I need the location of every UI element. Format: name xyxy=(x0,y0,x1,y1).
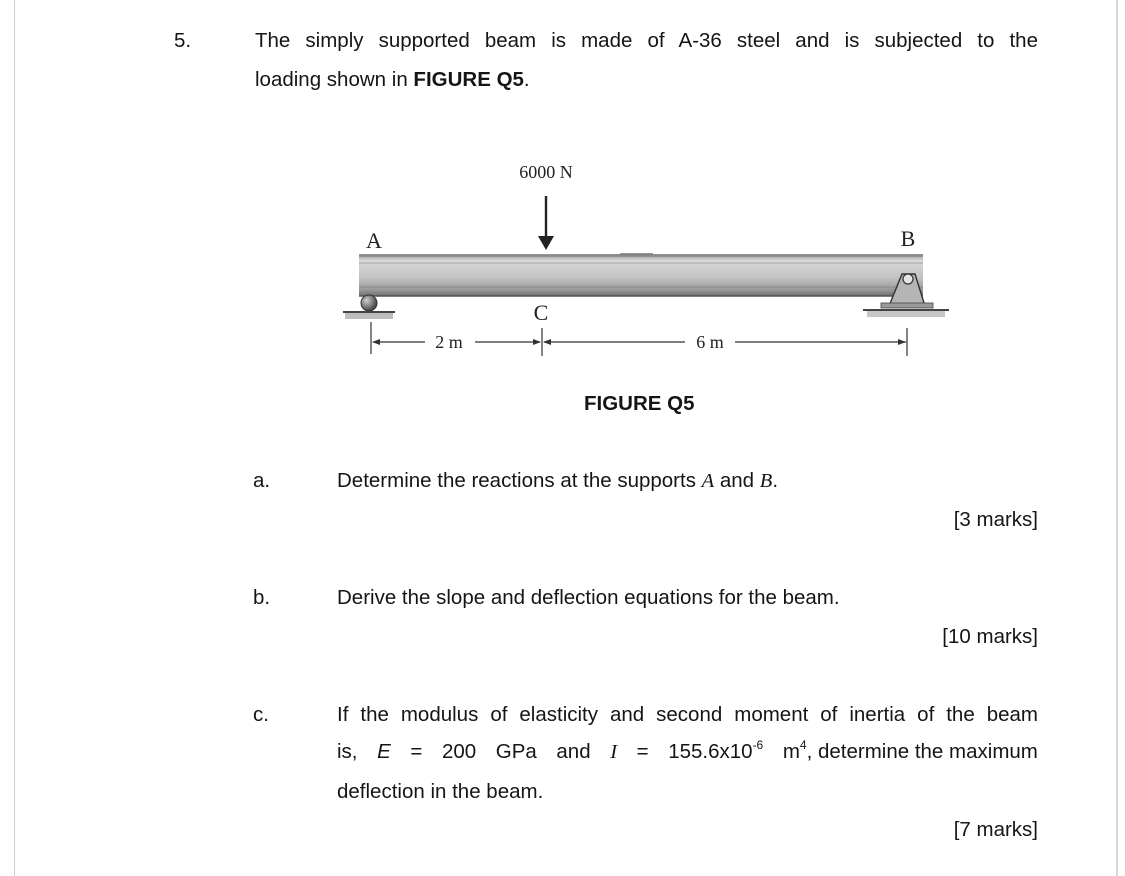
part-a-var-b: B xyxy=(759,470,773,492)
beam xyxy=(359,254,923,296)
part-a-pre: Determine the reactions at the supports xyxy=(337,469,702,492)
part-b-text: Derive the slope and deflection equations for the beam. xyxy=(337,586,840,609)
part-a-label: a. xyxy=(253,469,271,492)
part-a-marks: [3 marks] xyxy=(953,508,1038,531)
part-c-and: and xyxy=(556,740,591,763)
part-c-e-value: 200 xyxy=(441,740,477,763)
part-b-label: b. xyxy=(253,586,271,609)
dimension-ac-label: 2 m xyxy=(435,332,463,352)
part-c-var-e: E xyxy=(377,740,391,763)
part-c-i-value xyxy=(668,738,764,763)
intro-line2-period: . xyxy=(523,68,530,91)
roller-support-a-icon xyxy=(343,295,395,319)
load-label: 6000 N xyxy=(519,162,573,182)
part-c-eq2: = xyxy=(636,740,649,763)
question-number: 5. xyxy=(174,29,192,52)
dimension-cb-label: 6 m xyxy=(696,332,724,352)
part-c-line3: deflection in the beam. xyxy=(337,780,544,803)
part-c-var-i: I xyxy=(610,741,618,763)
part-c-line2 xyxy=(337,738,1038,763)
intro-line2-text: loading shown in xyxy=(255,68,414,91)
question-intro-line2 xyxy=(255,70,530,91)
point-c-label: C xyxy=(533,300,549,325)
part-c-eq1: = xyxy=(410,740,423,763)
part-a-post: . xyxy=(772,469,779,492)
part-a-var-a: A xyxy=(701,470,715,492)
figure-caption: FIGURE Q5 xyxy=(584,392,695,415)
page-left-edge xyxy=(14,0,15,876)
part-c-i-exponent: -6 xyxy=(752,738,764,752)
part-b-marks: [10 marks] xyxy=(942,625,1038,648)
part-c-i-unit xyxy=(782,738,1038,763)
part-c-e-unit: GPa xyxy=(495,740,537,763)
part-a-text xyxy=(337,471,778,492)
part-c-i-unit-base: m xyxy=(782,740,800,763)
question-intro-line1: The simply supported beam is made of A-36 steel and is subjected to the xyxy=(255,29,1038,52)
point-b-label: B xyxy=(900,226,916,251)
part-c-line1: If the modulus of elasticity and second moment of inertia of the beam xyxy=(337,703,1038,726)
part-c-label: c. xyxy=(253,703,269,726)
beam-figure xyxy=(335,150,955,370)
part-a-mid: and xyxy=(714,469,760,492)
part-c-marks: [7 marks] xyxy=(953,818,1038,841)
load-arrow-icon xyxy=(538,196,554,250)
part-c-is: is, xyxy=(337,740,358,763)
intro-figure-ref: FIGURE Q5 xyxy=(413,68,524,91)
part-c-i-unit-exponent: 4 xyxy=(799,738,807,752)
page-right-edge xyxy=(1116,0,1118,876)
part-c-i-mantissa: 155.6x10 xyxy=(668,740,753,763)
part-c-line2-tail: , determine the maximum xyxy=(806,740,1038,763)
point-a-label: A xyxy=(366,228,382,253)
